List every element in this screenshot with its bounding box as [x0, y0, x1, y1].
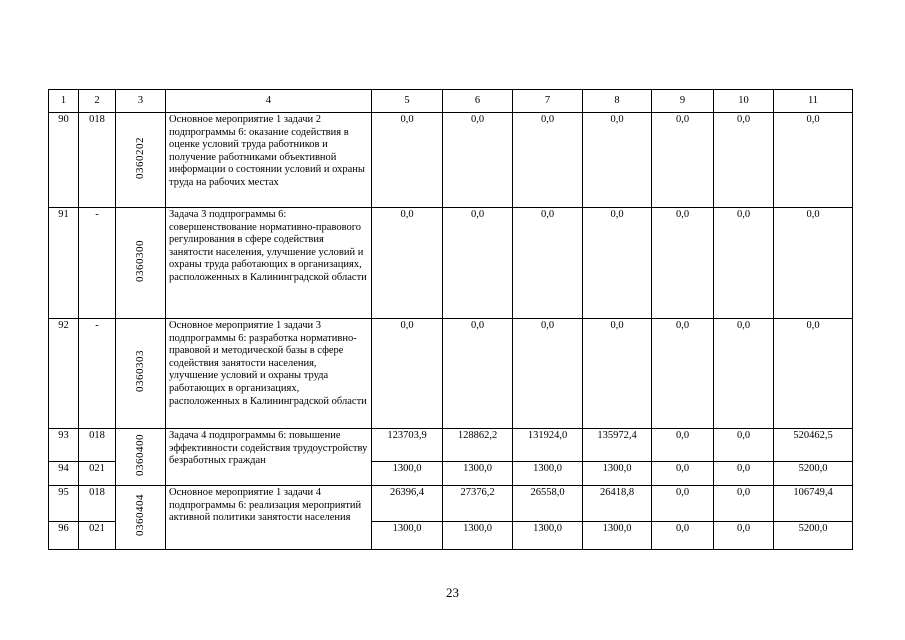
value-col8: 0,0 [583, 319, 652, 429]
value-col6: 0,0 [443, 113, 513, 208]
value-col7: 131924,0 [513, 429, 583, 462]
value-col11: 520462,5 [774, 429, 853, 462]
value-col11: 0,0 [774, 208, 853, 319]
table-row [49, 113, 853, 208]
value-col6: 0,0 [443, 319, 513, 429]
value-col5: 0,0 [372, 113, 443, 208]
value-col8: 135972,4 [583, 429, 652, 462]
value-col6: 128862,2 [443, 429, 513, 462]
org-code: 018 [79, 113, 116, 208]
item-description: Задача 4 подпрограммы 6: повышение эффективности содействия трудоустройству безработных граждан [166, 429, 372, 486]
page-number: 23 [446, 585, 459, 600]
org-code: - [79, 319, 116, 429]
budget-code-cell [116, 319, 166, 429]
row-number: 93 [49, 429, 79, 462]
value-col9: 0,0 [652, 522, 714, 550]
column-header: 1 [49, 90, 79, 113]
column-header: 9 [652, 90, 714, 113]
column-header: 5 [372, 90, 443, 113]
value-col9: 0,0 [652, 113, 714, 208]
budget-table [48, 89, 853, 550]
budget-code: 0360404 [134, 494, 147, 537]
table-header-row [49, 90, 853, 113]
value-col9: 0,0 [652, 208, 714, 319]
column-header: 10 [714, 90, 774, 113]
value-col7: 26558,0 [513, 486, 583, 522]
row-number: 92 [49, 319, 79, 429]
value-col11: 106749,4 [774, 486, 853, 522]
value-col9: 0,0 [652, 429, 714, 462]
column-header: 4 [166, 90, 372, 113]
value-col10: 0,0 [714, 113, 774, 208]
item-description: Основное мероприятие 1 задачи 2 подпрограммы 6: оказание содействия в оценке условий труда работников и получение работниками объективной информации о состоянии условий и охраны труда на рабочих местах [166, 113, 372, 208]
value-col11: 5200,0 [774, 462, 853, 486]
row-number: 91 [49, 208, 79, 319]
row-number: 90 [49, 113, 79, 208]
value-col7: 1300,0 [513, 462, 583, 486]
column-header: 7 [513, 90, 583, 113]
value-col8: 1300,0 [583, 462, 652, 486]
value-col8: 26418,8 [583, 486, 652, 522]
value-col10: 0,0 [714, 522, 774, 550]
budget-code-cell [116, 486, 166, 550]
value-col6: 27376,2 [443, 486, 513, 522]
column-header: 2 [79, 90, 116, 113]
item-description: Задача 3 подпрограммы 6: совершенствование нормативно-правового регулирования в сфере содействия занятости населения, улучшение условий и охраны труда работающих в организациях, расположенных в Калининградской области [166, 208, 372, 319]
budget-code-cell [116, 113, 166, 208]
org-code: 018 [79, 429, 116, 462]
value-col10: 0,0 [714, 429, 774, 462]
value-col5: 0,0 [372, 208, 443, 319]
value-col9: 0,0 [652, 319, 714, 429]
value-col10: 0,0 [714, 208, 774, 319]
value-col11: 0,0 [774, 113, 853, 208]
org-code: - [79, 208, 116, 319]
value-col5: 1300,0 [372, 522, 443, 550]
value-col8: 0,0 [583, 208, 652, 319]
column-header: 3 [116, 90, 166, 113]
table-row [49, 429, 853, 462]
row-number: 94 [49, 462, 79, 486]
org-code: 021 [79, 462, 116, 486]
item-description: Основное мероприятие 1 задачи 4 подпрограммы 6: реализация мероприятий активной политики занятости населения [166, 486, 372, 550]
value-col5: 0,0 [372, 319, 443, 429]
value-col10: 0,0 [714, 319, 774, 429]
column-header: 8 [583, 90, 652, 113]
value-col5: 1300,0 [372, 462, 443, 486]
org-code: 021 [79, 522, 116, 550]
value-col11: 5200,0 [774, 522, 853, 550]
value-col7: 0,0 [513, 113, 583, 208]
table-row [49, 319, 853, 429]
budget-code: 0360303 [134, 350, 147, 393]
value-col11: 0,0 [774, 319, 853, 429]
budget-code-cell [116, 429, 166, 486]
value-col6: 1300,0 [443, 462, 513, 486]
column-header: 11 [774, 90, 853, 113]
value-col5: 26396,4 [372, 486, 443, 522]
value-col10: 0,0 [714, 462, 774, 486]
table-row [49, 208, 853, 319]
item-description: Основное мероприятие 1 задачи 3 подпрограммы 6: разработка нормативно-правовой и методической базы в сфере содействия занятости населения, улучшение условий и охраны труда работающих в организациях, расположенных в Калининградской области [166, 319, 372, 429]
column-header: 6 [443, 90, 513, 113]
org-code: 018 [79, 486, 116, 522]
value-col6: 1300,0 [443, 522, 513, 550]
budget-code-cell [116, 208, 166, 319]
value-col9: 0,0 [652, 486, 714, 522]
value-col8: 1300,0 [583, 522, 652, 550]
budget-code: 0360400 [134, 433, 147, 476]
value-col7: 0,0 [513, 319, 583, 429]
value-col9: 0,0 [652, 462, 714, 486]
value-col8: 0,0 [583, 113, 652, 208]
table-row [49, 486, 853, 522]
row-number: 95 [49, 486, 79, 522]
value-col7: 1300,0 [513, 522, 583, 550]
row-number: 96 [49, 522, 79, 550]
budget-code: 0360300 [134, 239, 147, 282]
value-col10: 0,0 [714, 486, 774, 522]
value-col7: 0,0 [513, 208, 583, 319]
value-col6: 0,0 [443, 208, 513, 319]
value-col5: 123703,9 [372, 429, 443, 462]
budget-code: 0360202 [134, 136, 147, 179]
